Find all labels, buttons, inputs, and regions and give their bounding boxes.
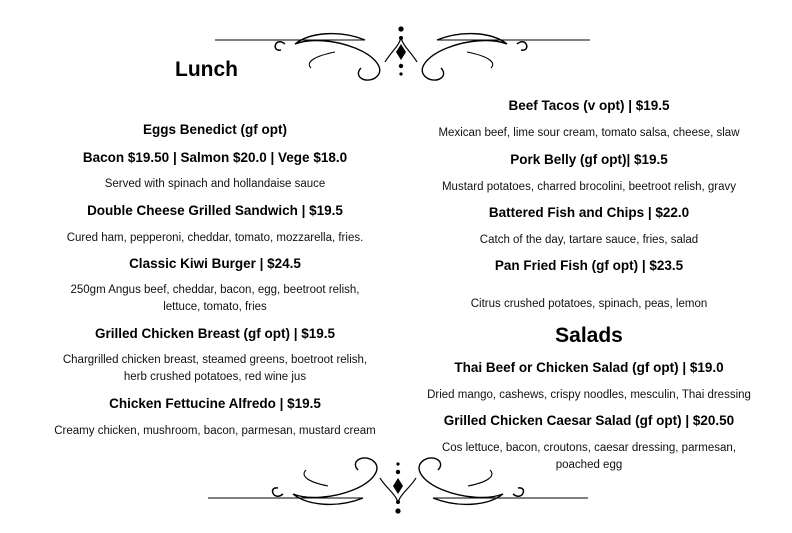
- kiwi-burger-description-line2: lettuce, tomato, fries: [163, 301, 267, 313]
- caesar-salad-description-line1: Cos lettuce, bacon, croutons, caesar dressing, parmesan,: [441, 442, 737, 454]
- beef-tacos-description: Mexican beef, lime sour cream, tomato salsa, cheese, slaw: [438, 127, 740, 139]
- kiwi-burger-description-line1: 250gm Angus beef, cheddar, bacon, egg, beetroot relish,: [70, 284, 360, 296]
- thai-salad-title: Thai Beef or Chicken Salad (gf opt) | $19.0: [454, 360, 724, 375]
- salads-heading: Salads: [555, 324, 623, 347]
- eggs-benedict-title: Eggs Benedict (gf opt): [143, 122, 287, 137]
- fettucine-alfredo-title: Chicken Fettucine Alfredo | $19.5: [109, 396, 321, 411]
- pan-fried-fish-title: Pan Fried Fish (gf opt) | $23.5: [494, 258, 684, 273]
- beef-tacos-title: Beef Tacos (v opt) | $19.5: [508, 98, 670, 113]
- grilled-sandwich-description: Cured ham, pepperoni, cheddar, tomato, mozzarella, fries.: [66, 232, 364, 244]
- chicken-breast-description-line2: herb crushed potatoes, red wine jus: [123, 371, 307, 383]
- bottom-flourish-ornament: [208, 450, 588, 520]
- fettucine-alfredo-description: Creamy chicken, mushroom, bacon, parmesan, mustard cream: [54, 425, 376, 437]
- caesar-salad-title: Grilled Chicken Caesar Salad (gf opt) | $20.50: [443, 413, 735, 428]
- pan-fried-fish-description: Citrus crushed potatoes, spinach, peas, lemon: [470, 298, 708, 310]
- pork-belly-description: Mustard potatoes, charred brocolini, beetroot relish, gravy: [441, 181, 737, 193]
- grilled-sandwich-title: Double Cheese Grilled Sandwich | $19.5: [87, 203, 343, 218]
- eggs-benedict-description: Served with spinach and hollandaise sauce: [104, 178, 326, 190]
- lunch-heading: Lunch: [175, 58, 238, 81]
- chicken-breast-title: Grilled Chicken Breast (gf opt) | $19.5: [94, 326, 336, 341]
- kiwi-burger-title: Classic Kiwi Burger | $24.5: [129, 256, 301, 271]
- fish-and-chips-description: Catch of the day, tartare sauce, fries, salad: [479, 234, 699, 246]
- pork-belly-title: Pork Belly (gf opt)| $19.5: [510, 152, 668, 167]
- eggs-benedict-prices: Bacon $19.50 | Salmon $20.0 | Vege $18.0: [82, 150, 348, 165]
- thai-salad-description: Dried mango, cashews, crispy noodles, mesculin, Thai dressing: [427, 389, 751, 401]
- chicken-breast-description-line1: Chargrilled chicken breast, steamed greens, boetroot relish,: [62, 354, 368, 366]
- fish-and-chips-title: Battered Fish and Chips | $22.0: [488, 205, 690, 220]
- caesar-salad-description-line2: poached egg: [555, 459, 623, 471]
